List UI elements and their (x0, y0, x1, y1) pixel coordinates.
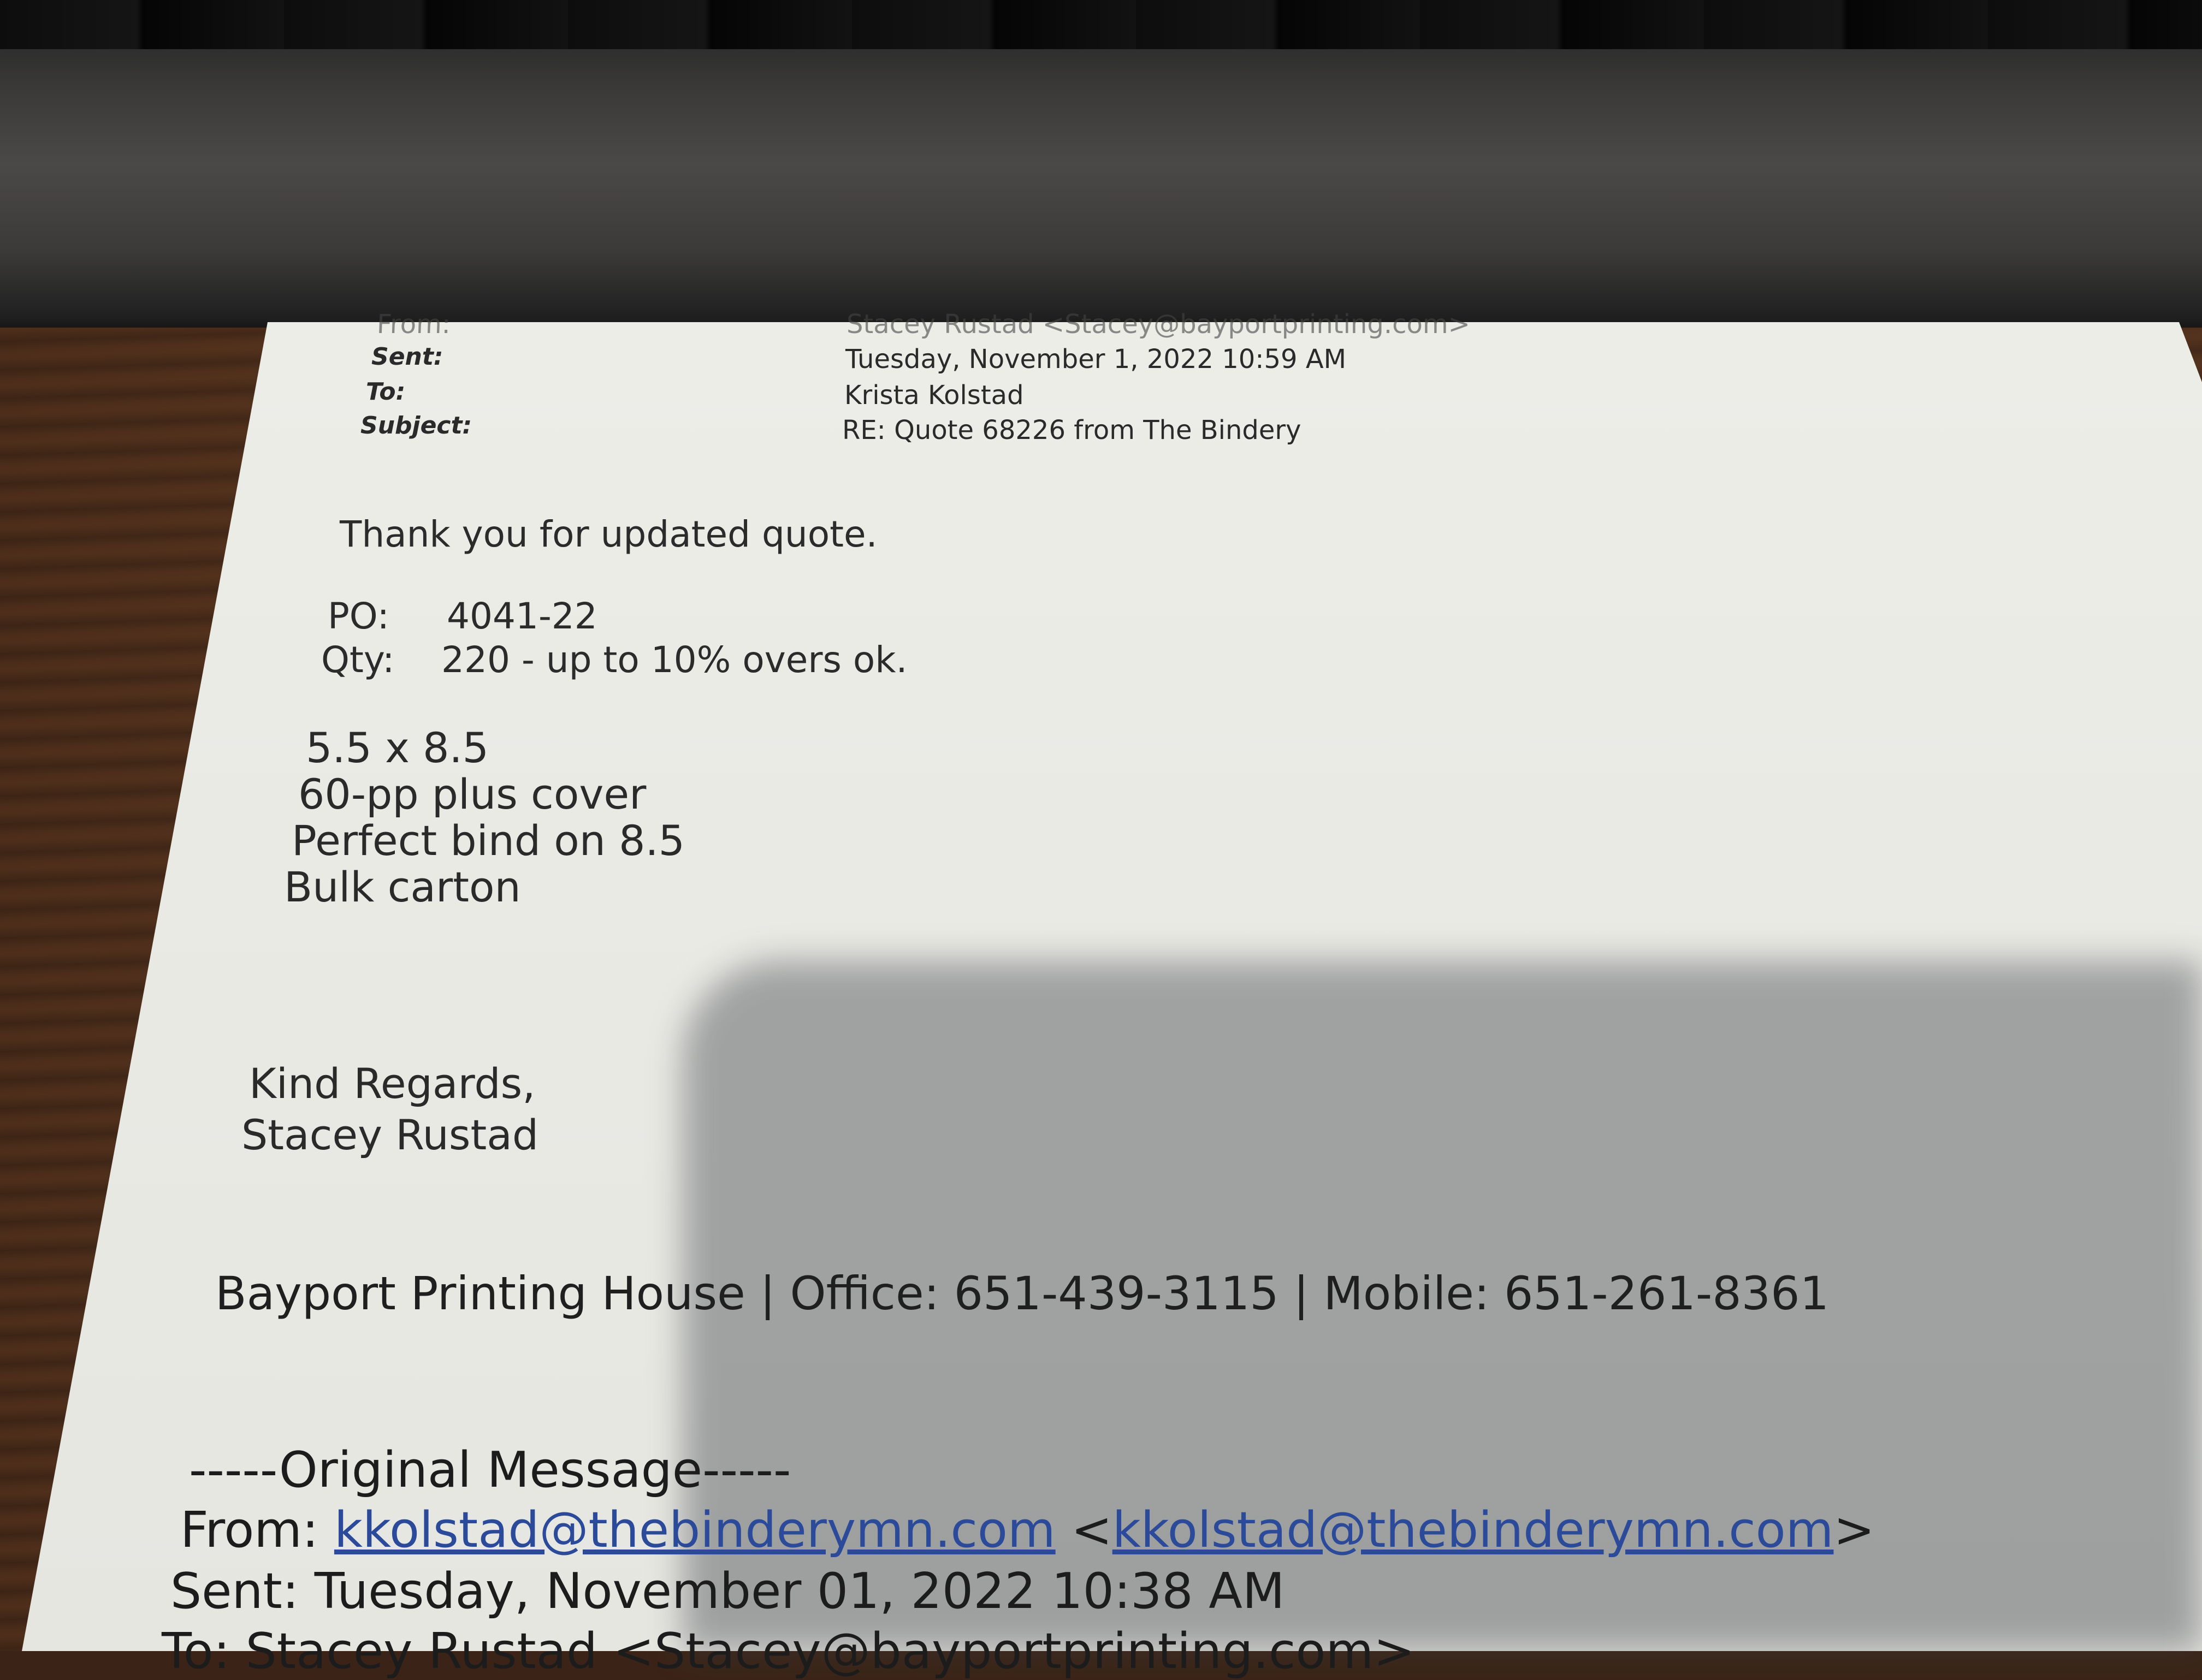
greeting-text: Thank you for updated quote. (340, 513, 878, 555)
original-from-line (180, 1501, 1875, 1559)
original-from-email-link-repeat[interactable]: kkolstad@thebinderymn.com (1112, 1501, 1834, 1559)
header-subject-value: RE: Quote 68226 from The Bindery (842, 415, 1301, 446)
original-sent-line: Sent: Tuesday, November 01, 2022 10:38 AM (170, 1563, 1285, 1620)
original-from-email-link[interactable]: kkolstad@thebinderymn.com (334, 1501, 1056, 1559)
po-value: 4041-22 (447, 595, 597, 637)
signer-name: Stacey Rustad (241, 1111, 539, 1159)
original-message-separator: -----Original Message----- (189, 1441, 791, 1499)
header-subject-label: Subject: (360, 412, 472, 440)
spec-line-size: 5.5 x 8.5 (306, 723, 489, 772)
header-sent-label: Sent: (371, 343, 443, 371)
original-from-label: From: (180, 1501, 319, 1559)
keyboard-wrist-rest (0, 0, 2202, 328)
original-from-bracket-open: < (1071, 1501, 1112, 1559)
header-from-label-cut: From: (376, 309, 452, 340)
header-to-label: To: (366, 378, 406, 406)
qty-label: Qty: (321, 639, 395, 681)
header-from-value-cut: Stacey Rustad <Stacey@bayportprinting.com> (847, 309, 1470, 340)
original-to-line-cut: To: Stacey Rustad <Stacey@bayportprinting.com> (162, 1623, 1415, 1680)
original-from-bracket-close: > (1833, 1501, 1875, 1559)
header-to-value: Krista Kolstad (844, 380, 1024, 411)
keyboard-keys (0, 0, 2202, 49)
po-label: PO: (328, 595, 389, 637)
spec-line-pages: 60-pp plus cover (298, 770, 647, 818)
spec-line-binding: Perfect bind on 8.5 (292, 816, 685, 865)
closing-text: Kind Regards, (249, 1059, 536, 1108)
header-sent-value: Tuesday, November 1, 2022 10:59 AM (845, 344, 1347, 375)
spec-line-packing: Bulk carton (284, 863, 521, 911)
qty-value: 220 - up to 10% overs ok. (441, 639, 908, 681)
signature-contact-line: Bayport Printing House | Office: 651-439-3115 | Mobile: 651-261-8361 (215, 1267, 1830, 1320)
